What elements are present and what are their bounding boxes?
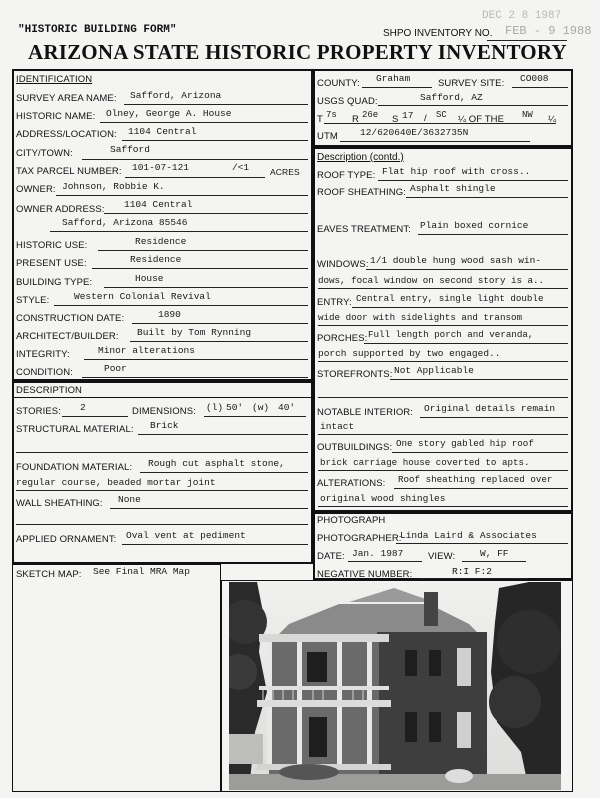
roof-sheathing-value: Asphalt shingle (410, 183, 496, 194)
survey-area-label: SURVEY AREA NAME: (16, 93, 117, 104)
historic-use-value: Residence (135, 236, 187, 247)
wall-sheathing-value: None (118, 494, 141, 505)
photograph-heading: PHOTOGRAPH (317, 515, 386, 526)
wall-sheathing-label: WALL SHEATHING: (16, 498, 103, 509)
porches-line1: Full length porch and veranda, (368, 329, 534, 340)
alterations-line2: original wood shingles (320, 493, 446, 504)
dimension-width-marker: (w) (252, 402, 270, 413)
usgs-quad-label: USGS QUAD: (317, 96, 378, 107)
view-label: VIEW: (428, 551, 456, 562)
present-use-label: PRESENT USE: (16, 258, 87, 269)
structural-material-value: Brick (150, 420, 179, 431)
owner-address-line2: Safford, Arizona 85546 (62, 217, 188, 228)
form-title: ARIZONA STATE HISTORIC PROPERTY INVENTORY (28, 40, 567, 64)
county-value: Graham (376, 73, 411, 84)
construction-date-value: 1890 (158, 309, 181, 320)
roof-type-value: Flat hip roof with cross.. (382, 166, 531, 177)
architect-label: ARCHITECT/BUILDER: (16, 331, 119, 342)
historic-name-label: HISTORIC NAME: (16, 111, 96, 122)
house-photograph (229, 582, 561, 790)
alterations-label: ALTERATIONS: (317, 478, 386, 489)
tax-parcel-value: 101-07-121 (132, 162, 190, 173)
stories-value: 2 (80, 402, 86, 413)
survey-area-value: Safford, Arizona (130, 90, 222, 101)
quarter-end-label: ¼ (548, 114, 557, 125)
outbuildings-label: OUTBUILDINGS: (317, 442, 393, 453)
survey-site-value: CO008 (520, 73, 549, 84)
foundation-material-label: FOUNDATION MATERIAL: (16, 462, 133, 473)
address-value: 1104 Central (128, 126, 197, 137)
present-use-value: Residence (130, 254, 182, 265)
building-type-label: BUILDING TYPE: (16, 277, 93, 288)
architect-value: Built by Tom Rynning (137, 327, 252, 338)
shpo-inventory-label: SHPO INVENTORY NO. (383, 28, 493, 39)
building-type-value: House (135, 273, 164, 284)
city-value: Safford (110, 144, 150, 155)
county-label: COUNTY: (317, 78, 360, 89)
acres-value: /<1 (232, 162, 250, 173)
received-stamp-date: DEC 2 8 1987 (482, 10, 562, 22)
owner-label: OWNER: (16, 184, 56, 195)
windows-line1: 1/1 double hung wood sash win- (370, 255, 542, 266)
quarter-value: SC (436, 110, 447, 120)
roof-type-label: ROOF TYPE: (317, 170, 376, 181)
identification-heading: IDENTIFICATION (16, 74, 93, 85)
roof-sheathing-label: ROOF SHEATHING: (317, 187, 406, 198)
historic-name-value: Olney, George A. House (106, 108, 232, 119)
windows-line2: dows, focal window on second story is a.. (318, 275, 545, 286)
received-stamp-date-2: FEB - 9 1988 (505, 24, 592, 38)
township-value: 7s (326, 110, 337, 120)
condition-value: Poor (104, 363, 127, 374)
of-the-label: ¼ OF THE (458, 114, 505, 125)
notable-interior-label: NOTABLE INTERIOR: (317, 407, 414, 418)
photo-date-label: DATE: (317, 551, 345, 562)
description-contd-heading: Description (contd.) (317, 152, 404, 163)
utm-value: 12/620640E/3632735N (360, 127, 469, 138)
eaves-value: Plain boxed cornice (420, 220, 529, 231)
range-value: 26e (362, 110, 379, 120)
historic-use-label: HISTORIC USE: (16, 240, 88, 251)
integrity-label: INTEGRITY: (16, 349, 70, 360)
windows-label: WINDOWS: (317, 259, 369, 270)
utm-label: UTM (317, 131, 338, 142)
section-value: 17 (402, 110, 414, 121)
owner-value: Johnson, Robbie K. (62, 181, 165, 192)
porches-label: PORCHES: (317, 333, 368, 344)
tax-parcel-label: TAX PARCEL NUMBER: (16, 166, 122, 177)
outbuildings-line1: One story gabled hip roof (396, 438, 534, 449)
entry-line1: Central entry, single light double (356, 293, 544, 304)
city-label: CITY/TOWN: (16, 148, 73, 159)
range-label: R (352, 114, 359, 125)
storefronts-label: STOREFRONTS: (317, 369, 393, 380)
structural-material-label: STRUCTURAL MATERIAL: (16, 424, 134, 435)
usgs-quad-value: Safford, AZ (420, 92, 483, 103)
township-label: T (317, 114, 323, 125)
style-label: STYLE: (16, 295, 50, 306)
sketch-map-value: See Final MRA Map (93, 566, 190, 577)
survey-site-label: SURVEY SITE: (438, 78, 505, 89)
form-label: "HISTORIC BUILDING FORM" (18, 24, 177, 36)
applied-ornament-value: Oval vent at pediment (126, 530, 246, 541)
porches-line2: porch supported by two engaged.. (318, 348, 501, 359)
negative-number-label: NEGATIVE NUMBER: (317, 569, 413, 580)
photographer-value: Linda Laird & Associates (400, 530, 537, 541)
view-value: W, FF (480, 548, 509, 559)
owner-address-line1: 1104 Central (124, 199, 193, 210)
eaves-label: EAVES TREATMENT: (317, 224, 411, 235)
acres-label: ACRES (270, 167, 300, 177)
photographer-label: PHOTOGRAPHER: (317, 533, 402, 544)
applied-ornament-label: APPLIED ORNAMENT: (16, 534, 117, 545)
notable-interior-line1: Original details remain (424, 403, 556, 414)
section-label: S (392, 114, 399, 125)
dimension-length-marker: (l) (206, 402, 224, 413)
notable-interior-line2: intact (320, 421, 355, 432)
sketch-map-box (12, 564, 221, 792)
stories-label: STORIES: (16, 406, 61, 417)
owner-address-label: OWNER ADDRESS: (16, 204, 105, 215)
slash-separator: / (424, 113, 427, 124)
outbuildings-line2: brick carriage house coverted to apts. (320, 457, 530, 468)
description-heading: DESCRIPTION (16, 385, 83, 396)
quarter2-value: NW (522, 110, 533, 120)
negative-number-value: R:I F:2 (452, 566, 492, 577)
style-value: Western Colonial Revival (74, 291, 211, 302)
foundation-line1: Rough cut asphalt stone, (148, 458, 285, 469)
dimension-length-value: 50' (226, 402, 244, 413)
alterations-line1: Roof sheathing replaced over (398, 474, 553, 485)
storefronts-value: Not Applicable (394, 365, 474, 376)
dimension-width-value: 40' (278, 402, 296, 413)
integrity-value: Minor alterations (98, 345, 195, 356)
dimensions-label: DIMENSIONS: (132, 406, 196, 417)
condition-label: CONDITION: (16, 367, 73, 378)
photo-date-value: Jan. 1987 (352, 548, 404, 559)
address-label: ADDRESS/LOCATION: (16, 129, 117, 140)
construction-date-label: CONSTRUCTION DATE: (16, 313, 125, 324)
sketch-map-label: SKETCH MAP: (16, 569, 82, 580)
entry-label: ENTRY: (317, 297, 352, 308)
entry-line2: wide door with sidelights and transom (318, 312, 522, 323)
foundation-line2: regular course, beaded mortar joint (16, 477, 216, 488)
